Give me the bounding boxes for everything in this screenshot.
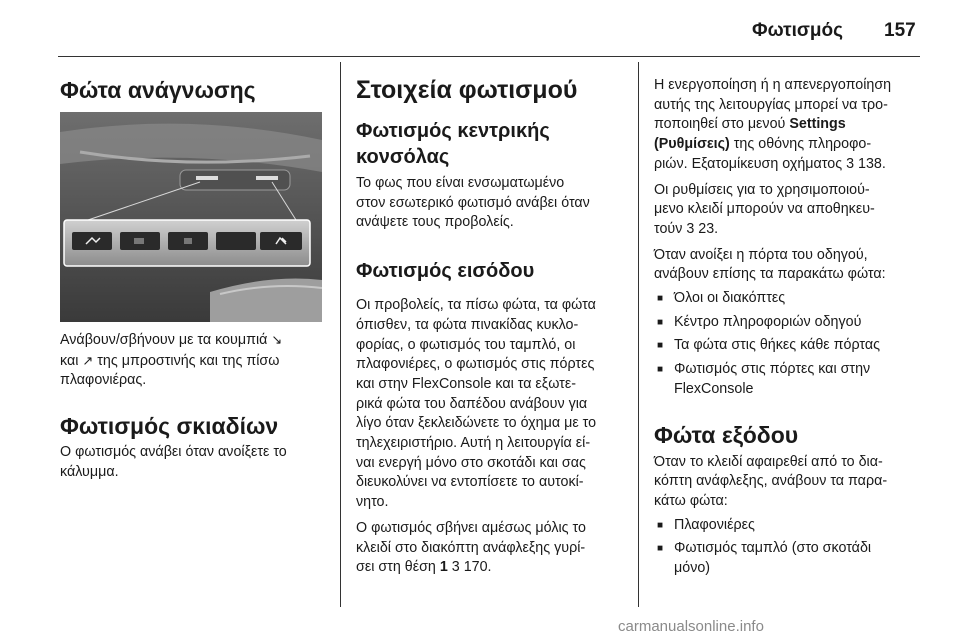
list-item: ■ Όλοι οι διακόπτες xyxy=(654,289,924,309)
text-run: αυτής της λειτουργίας μπορεί να τρο- xyxy=(654,96,888,113)
column-1 xyxy=(60,62,322,104)
text-run: ρικά φώτα του δαπέδου ανάβουν για xyxy=(356,395,588,412)
text-run: κόπτη ανάφλεξης, ανάβουν τα παρα- xyxy=(654,473,888,490)
text-run: 138. xyxy=(854,155,886,172)
text-run: όπισθεν, τα φώτα πινακίδας κυκλο- xyxy=(356,316,579,333)
door-lights-list xyxy=(654,289,924,400)
sunvisor-text xyxy=(60,443,322,482)
text-run: μενο κλειδί μπορούν να αποθηκευ- xyxy=(654,201,875,218)
text-run: ριών. Εξατομίκευση οχήματος xyxy=(654,155,847,172)
page-number: 157 xyxy=(884,20,916,41)
heading-center-console xyxy=(356,118,622,170)
text-run: της μπροστινής και της πίσω xyxy=(93,352,280,369)
text-run: 170. xyxy=(459,559,492,576)
list-item: ■ Φωτισμός στις πόρτες και στην FlexConsole xyxy=(654,360,924,399)
column-divider xyxy=(340,62,341,607)
exit-lights-list xyxy=(654,516,924,579)
reading-light-front-icon: ↘ xyxy=(271,332,283,347)
column-1-text xyxy=(60,330,322,483)
key-settings-text xyxy=(654,181,924,240)
heading-sunvisor-lights: Φωτισμός σκιαδίων xyxy=(60,413,279,440)
text-run: φορίας, ο φωτισμός του ταμπλό, οι xyxy=(356,336,576,353)
text-run: κονσόλας xyxy=(356,146,450,168)
list-item: ■ Πλαφονιέρες xyxy=(654,516,924,536)
text-run: ποποιηθεί στο μενού xyxy=(654,116,790,133)
text-run: τηλεχειριστήριο. Αυτή η λειτουργία εί- xyxy=(356,435,591,452)
list-item: ■ Τα φώτα στις θήκες κάθε πόρτας xyxy=(654,336,924,356)
center-console-text xyxy=(356,174,622,233)
text-run: κλειδί στο διακόπτη ανάφλεξης γυρί- xyxy=(356,539,586,556)
entry-off-text xyxy=(356,519,622,578)
heading-reading-lights: Φώτα ανάγνωσης xyxy=(60,77,256,103)
heading-lighting-features: Στοιχεία φωτισμού xyxy=(356,76,578,104)
settings-text xyxy=(654,76,924,175)
settings-menu-name: Settings xyxy=(789,116,846,133)
text-run: Οι προβολείς, τα πίσω φώτα, τα φώτα xyxy=(356,297,596,314)
exit-lighting-text xyxy=(654,453,924,512)
text-run: Το φως που είναι ενσωματωμένο xyxy=(356,175,565,191)
text-run: Ο φωτισμός σβήνει αμέσως μόλις το xyxy=(356,519,586,536)
watermark: carmanualsonline.info xyxy=(618,618,764,635)
text-run: στον εσωτερικό φωτισμό ανάβει όταν xyxy=(356,194,590,211)
text-run: νητο. xyxy=(356,494,389,511)
page-reference-arrow-icon: 3 xyxy=(686,220,695,237)
text-run: λίγο όταν ξεκλειδώνετε το όχημα με το xyxy=(356,415,597,432)
chapter-title: Φωτισμός xyxy=(752,20,843,41)
text-run: Η ενεργοποίηση ή η απενεργοποίηση xyxy=(654,77,892,93)
text-run: και xyxy=(60,352,83,369)
text-run: Φωτισμός κεντρικής xyxy=(356,120,550,142)
heading-exit-lighting: Φώτα εξόδου xyxy=(654,421,799,448)
text-run: κάλυμμα. xyxy=(60,463,119,480)
text-run: πλαφονιέρες, ο φωτισμός στις πόρτες xyxy=(356,356,595,373)
reading-light-rear-icon: ↗ xyxy=(82,352,94,368)
text-run: διευκολύνει να εντοπίσετε το αυτοκί- xyxy=(356,474,584,491)
text-run: κάτω φώτα: xyxy=(654,492,728,509)
text-run: της οθόνης πληροφο- xyxy=(729,136,872,153)
page-reference-arrow-icon: 3 xyxy=(846,155,855,172)
page-reference-arrow-icon: 3 xyxy=(451,559,460,576)
text-run: Ανάβουν/σβήνουν με τα κουμπιά xyxy=(60,332,272,348)
text-run: ανάβουν επίσης τα παρακάτω φώτα: xyxy=(654,266,886,283)
ignition-position: 1 xyxy=(439,559,448,576)
text-run: ανάψετε τους προβολείς. xyxy=(356,214,514,231)
text-run: 23. xyxy=(694,220,719,237)
text-run: Όταν ανοίξει η πόρτα του οδηγού, xyxy=(654,246,868,263)
column-2 xyxy=(356,62,622,578)
column-3 xyxy=(654,62,924,579)
column-divider xyxy=(638,62,639,607)
text-run: και στην FlexConsole και τα εξωτε- xyxy=(356,375,576,392)
text-run: τούν xyxy=(654,220,687,237)
text-run: ναι ενεργή μόνο στο σκοτάδι και σας xyxy=(356,454,586,471)
overhead-console-illustration xyxy=(60,112,322,322)
text-run: Ο φωτισμός ανάβει όταν ανοίξετε το xyxy=(60,444,287,461)
reading-lights-text xyxy=(60,330,322,391)
text-run: Όταν το κλειδί αφαιρεθεί από το δια- xyxy=(654,453,883,470)
text-run: Οι ρυθμίσεις για το χρησιμοποιού- xyxy=(654,181,870,198)
driver-door-text xyxy=(654,246,924,285)
header-rule xyxy=(58,56,920,57)
entry-lighting-text xyxy=(356,296,622,513)
settings-menu-name-greek: (Ρυθμίσεις) xyxy=(654,136,730,153)
text-run: σει στη θέση xyxy=(356,559,440,576)
heading-entry-lighting: Φωτισμός εισόδου xyxy=(356,260,535,283)
page-header xyxy=(0,0,960,56)
text-run: πλαφονιέρας. xyxy=(60,372,147,389)
list-item: ■ Κέντρο πληροφοριών οδηγού xyxy=(654,313,924,333)
list-item: ■ Φωτισμός ταμπλό (στο σκοτάδι μόνο) xyxy=(654,539,924,578)
